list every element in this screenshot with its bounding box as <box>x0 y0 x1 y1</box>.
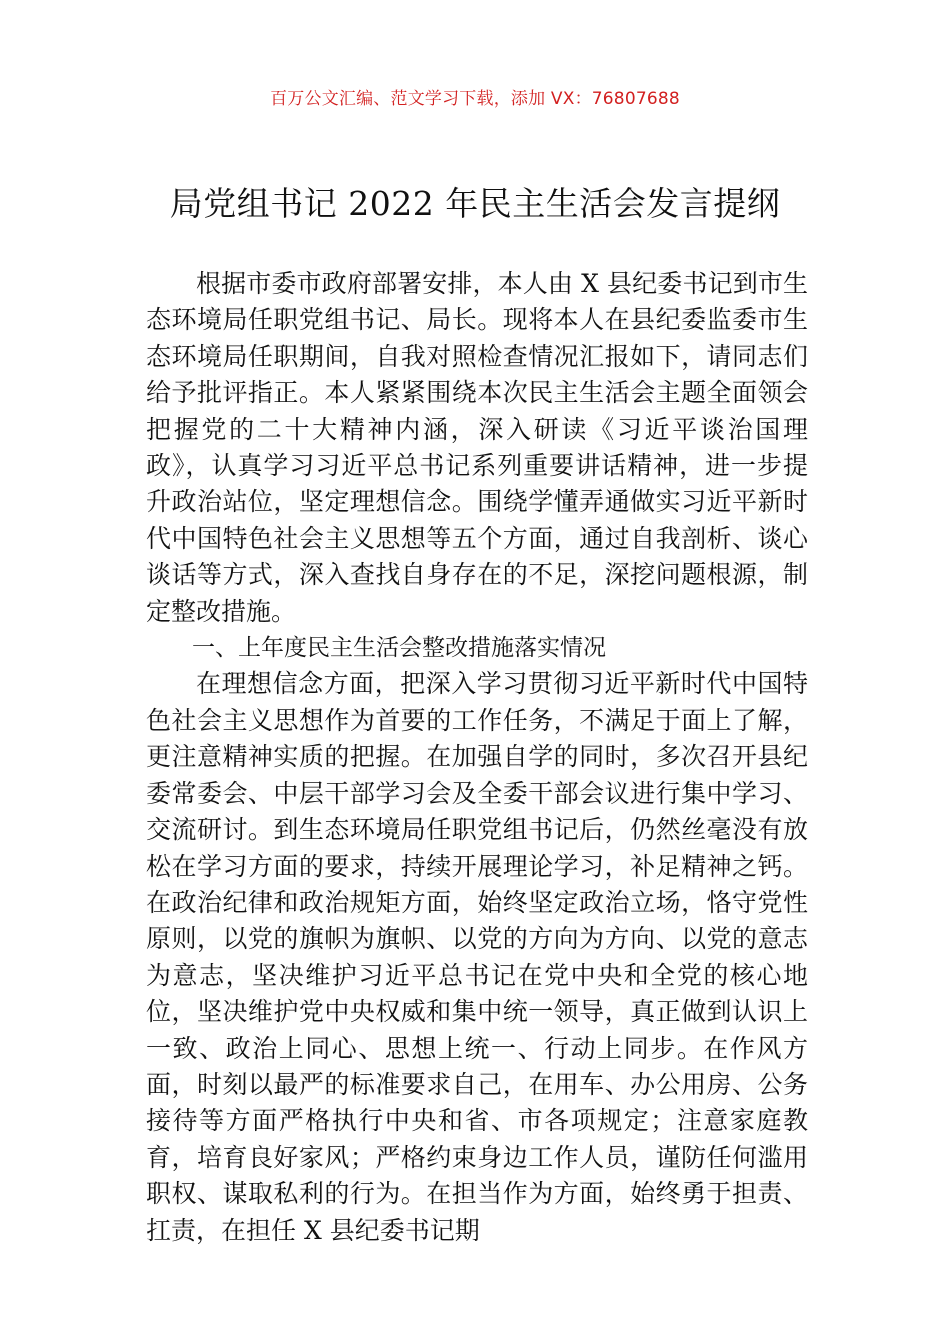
section-paragraph: 在理想信念方面，把深入学习贯彻习近平新时代中国特色社会主义思想作为首要的工作任务，不满足于面上了解，更注意精神实质的把握。在加强自学的同时，多次召开县纪委常委会、中层干部学习会及全委干部会议进行集中学习、交流研讨。到生态环境局任职党组书记后，仍然丝毫没有放松在学习方面的要求，持续开展理论学习，补足精神之钙。在政治纪律和政治规矩方面，始终坚定政治立场，恪守党性原则，以党的旗帜为旗帜、以党的方向为方向、以党的意志为意志，坚决维护习近平总书记在党中央和全党的核心地位，坚决维护党中央权威和集中统一领导，真正做到认识上一致、政治上同心、思想上统一、行动上同步。在作风方面，时刻以最严的标准要求自己，在用车、办公用房、公务接待等方面严格执行中央和省、市各项规定；注意家庭教育，培育良好家风；严格约束身边工作人员，谨防任何滥用职权、谋取私利的行为。在担当作为方面，始终勇于担责、扛责，在担任 X 县纪委书记期 <box>146 669 808 1245</box>
document-body <box>146 266 808 1249</box>
document-title: 局党组书记 2022 年民主生活会发言提纲 <box>169 184 781 223</box>
section-heading: 一、上年度民主生活会整改措施落实情况 <box>192 635 606 662</box>
promo-header-note: 百万公文汇编、范文学习下载，添加 VX：76807688 <box>270 89 680 109</box>
intro-paragraph: 根据市委市政府部署安排，本人由 X 县纪委书记到市生态环境局任职党组书记、局长。现将本人在县纪委监委市生态环境局任职期间，自我对照检查情况汇报如下，请同志们给予批评指正。本人紧紧围绕本次民主生活会主题全面领会把握党的二十大精神内涵，深入研读《习近平谈治国理政》，认真学习习近平总书记系列重要讲话精神，进一步提升政治站位，坚定理想信念。围绕学懂弄通做实习近平新时代中国特色社会主义思想等五个方面，通过自我剖析、谈心谈话等方式，深入查找自身存在的不足，深挖问题根源，制定整改措施。 <box>146 269 808 626</box>
